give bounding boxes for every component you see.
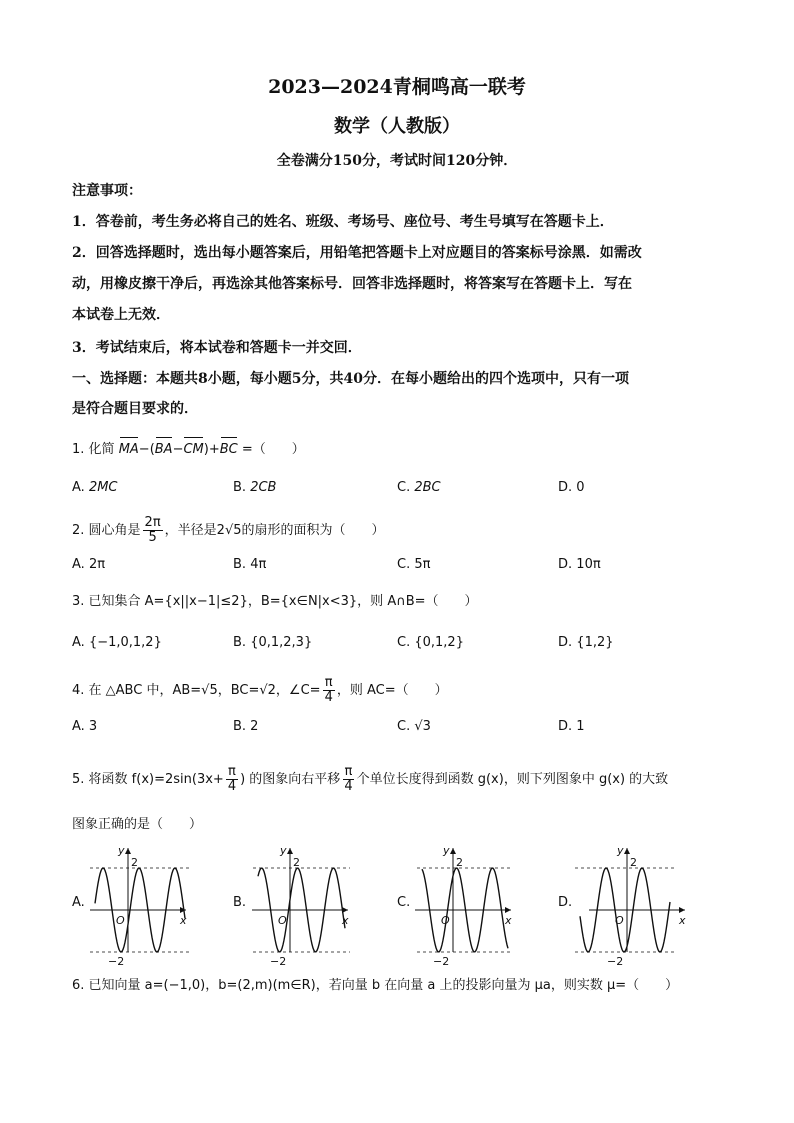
origin-label: O (615, 914, 624, 927)
fraction-2pi-5: $\frac{2\pi}{5}$ (144, 515, 161, 545)
y-arrow-icon (125, 848, 131, 854)
min-label: −2 (607, 955, 624, 968)
note-2-line-1: 2．回答选择题时，选出每小题答案后，用铅笔把答题卡上对应题目的答案标号涂黑．如需改 (72, 245, 642, 261)
origin-label: O (116, 914, 125, 927)
max-label: 2 (131, 856, 138, 869)
q3-option-a[interactable]: A. {−1,0,1,2} (72, 635, 162, 650)
note-1: 1．答卷前，考生务必将自己的姓名、班级、考场号、座位号、考生号填写在答题卡上． (72, 214, 614, 230)
min-label: −2 (108, 955, 125, 968)
exam-info: 全卷满分150分，考试时间120分钟． (276, 153, 518, 169)
question-5: 5. 将函数 f(x)=2sin(3x+ $\frac{\pi}{4}$ ) 的图象向右平移 $\frac{\pi}{4}$ 个单位长度得到函数 g(x)，则下列图象中 g(x) 的大致 (72, 764, 669, 794)
y-arrow-icon (287, 848, 293, 854)
vector-ba: BA (155, 440, 173, 460)
q5-option-b[interactable]: B. (233, 895, 247, 910)
notes-heading: 注意事项： (72, 183, 142, 199)
q2-option-d[interactable]: D. 10π (558, 557, 601, 572)
question-6: 6. 已知向量 a=(−1,0)，b=(2,m)(m∈R)，若向量 b 在向量 a 上的投影向量为 μa，则实数 μ=（ ） (72, 978, 679, 993)
max-label: 2 (293, 856, 300, 869)
graph-a[interactable] (90, 844, 190, 968)
fraction-pi-4-a: $\frac{\pi}{4}$ (227, 764, 237, 794)
q1-option-a[interactable]: A. 2MC (72, 480, 118, 495)
vector-ma: MA (119, 440, 139, 460)
q2-option-b[interactable]: B. 4π (233, 557, 267, 572)
exam-title: 2023—2024青桐鸣高一联考 (268, 76, 526, 98)
y-label: y (118, 844, 125, 857)
graph-b[interactable] (252, 844, 350, 968)
q1-option-b[interactable]: B. 2CB (233, 480, 277, 495)
question-3: 3. 已知集合 A={x||x−1|≤2}，B={x∈N|x<3}，则 A∩B=（ ） (72, 594, 478, 609)
graph-c[interactable] (415, 844, 513, 968)
section-1-line-2: 是符合题目要求的． (72, 401, 198, 417)
q4-option-b[interactable]: B. 2 (233, 719, 259, 734)
y-label: y (280, 844, 287, 857)
q2-option-c[interactable]: C. 5π (397, 557, 431, 572)
vector-cm: CM (183, 440, 203, 460)
question-4: 4. 在 △ABC 中，AB=√5，BC=√2，∠C= $\frac{\pi}{4}$ ，则 AC=（ ） (72, 675, 448, 705)
q5-option-c[interactable]: C. (397, 895, 411, 910)
q4-option-a[interactable]: A. 3 (72, 719, 98, 734)
x-label: x (679, 914, 686, 927)
question-2: 2. 圆心角是 $\frac{2\pi}{5}$ ，半径是2√5的扇形的面积为（ ） (72, 515, 385, 545)
note-2-line-3: 本试卷上无效． (72, 307, 170, 323)
q3-option-d[interactable]: D. {1,2} (558, 635, 614, 650)
note-2-line-2: 动，用橡皮擦干净后，再选涂其他答案标号．回答非选择题时，将答案写在答题卡上．写在 (72, 276, 632, 292)
q5-option-a[interactable]: A. (72, 895, 85, 910)
x-label: x (505, 914, 512, 927)
min-label: −2 (270, 955, 287, 968)
origin-label: O (441, 914, 450, 927)
fraction-pi-4-b: $\frac{\pi}{4}$ (344, 764, 353, 794)
note-3: 3．考试结束后，将本试卷和答题卡一并交回． (72, 340, 362, 356)
q1-option-d[interactable]: D. 0 (558, 480, 585, 495)
y-arrow-icon (450, 848, 456, 854)
question-1: 1. 化简 MA−(BA−CM)+BC =（ ） (72, 440, 722, 460)
question-5-line-2: 图象正确的是（ ） (72, 817, 203, 832)
max-label: 2 (456, 856, 463, 869)
y-label: y (443, 844, 450, 857)
q4-option-c[interactable]: C. √3 (397, 719, 431, 734)
q5-option-d[interactable]: D. (558, 895, 573, 910)
x-label: x (180, 914, 187, 927)
min-label: −2 (433, 955, 450, 968)
q1-option-c[interactable]: C. 2BC (397, 480, 441, 495)
fraction-pi-4: $\frac{\pi}{4}$ (324, 675, 333, 705)
origin-label: O (278, 914, 287, 927)
x-label: x (342, 914, 349, 927)
q3-option-b[interactable]: B. {0,1,2,3} (233, 635, 313, 650)
y-arrow-icon (624, 848, 630, 854)
x-arrow-icon (505, 907, 511, 913)
graph-d[interactable] (575, 844, 686, 968)
q5-graphs (0, 840, 794, 970)
section-1-line-1: 一、选择题：本题共8小题，每小题5分，共40分．在每小题给出的四个选项中，只有一项 (72, 371, 629, 387)
vector-bc: BC (220, 440, 238, 460)
q3-option-c[interactable]: C. {0,1,2} (397, 635, 464, 650)
y-label: y (617, 844, 624, 857)
q4-option-d[interactable]: D. 1 (558, 719, 585, 734)
exam-subtitle: 数学（人教版） (334, 116, 460, 137)
max-label: 2 (630, 856, 637, 869)
x-arrow-icon (679, 907, 685, 913)
q2-option-a[interactable]: A. 2π (72, 557, 106, 572)
